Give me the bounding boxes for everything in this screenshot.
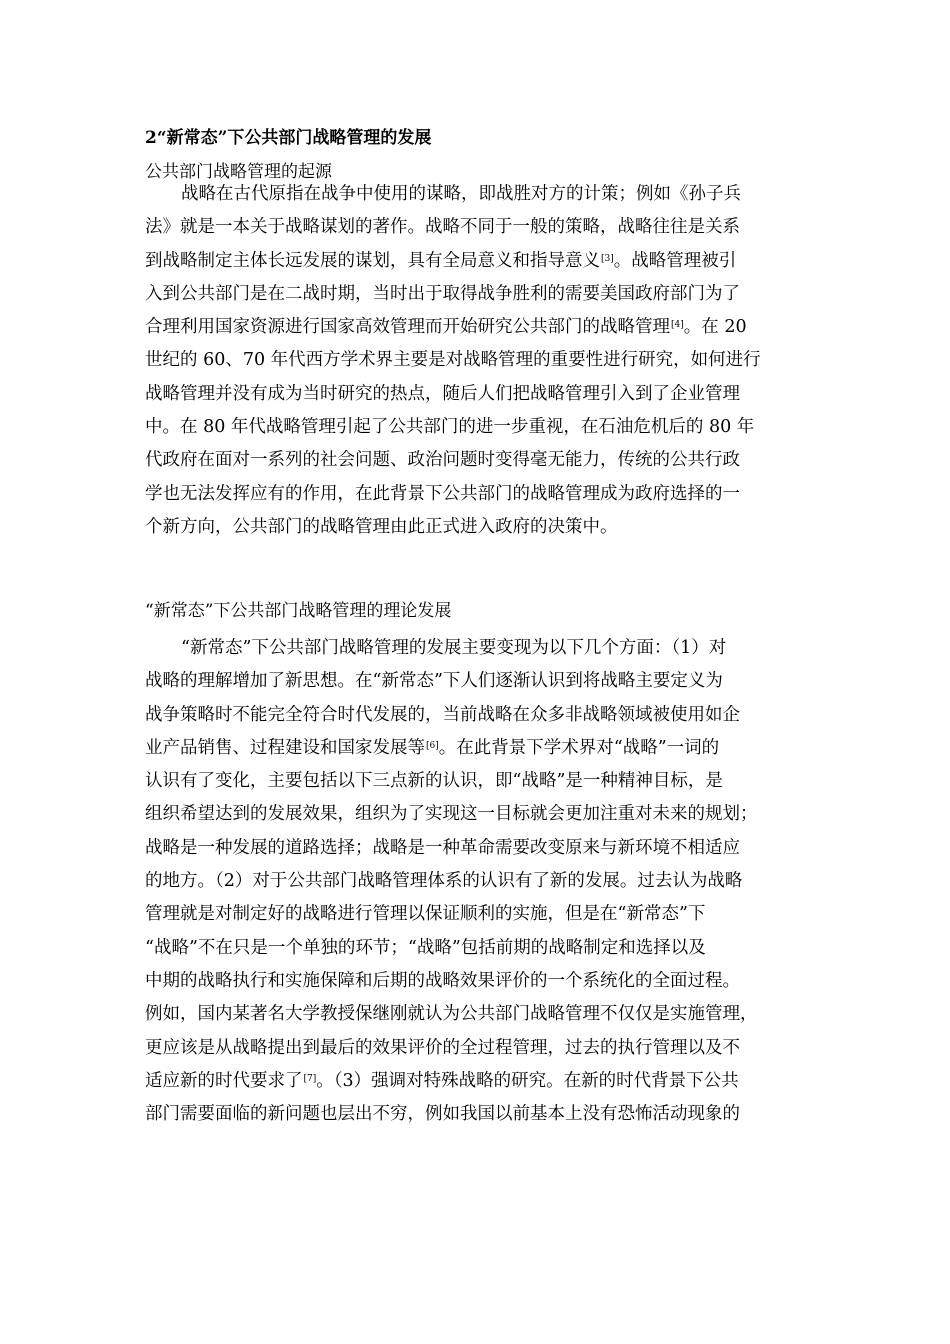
paragraph-line: 个新方向，公共部门的战略管理由此正式进入政府的决策中。	[145, 516, 618, 537]
paragraph-line: 更应该是从战略提出到最后的效果评价的全过程管理，过去的执行管理以及不	[145, 1037, 740, 1058]
paragraph-text: 。在此背景下学术界对“战略”一词的	[438, 737, 720, 758]
paragraph-line: 战略在古代原指在战争中使用的谋略，即战胜对方的计策；例如《孙子兵	[181, 184, 741, 204]
paragraph-text: 到战略制定主体长远发展的谋划，具有全局意义和指导意义	[145, 250, 600, 271]
paragraph-line	[145, 1065, 806, 1098]
paragraph-text: 。在 20	[683, 317, 747, 338]
paragraph-text: 。（3）强调对特殊战略的研究。在新的时代背景下公共	[316, 1070, 739, 1091]
paragraph-line: 代政府在面对一系列的社会问题、政治问题时变得毫无能力，传统的公共行政	[145, 450, 740, 471]
paragraph-line: 法》就是一本关于战略谋划的著作。战略不同于一般的策略，战略往往是关系	[145, 217, 740, 238]
paragraph-line: “新常态”下公共部门战略管理的发展主要变现为以下几个方面：（1）对	[181, 638, 727, 658]
paragraph-text: 。战略管理被引	[613, 250, 737, 271]
paragraph-line: 例如，国内某著名大学教授保继刚就认为公共部门战略管理不仅仅是实施管理，	[145, 1004, 758, 1025]
paragraph-text: 业产品销售、过程建设和国家发展等	[145, 737, 425, 758]
paragraph-text: 适应新的时代要求了	[145, 1070, 303, 1091]
subsection-title-theory: “新常态”下公共部门战略管理的理论发展	[145, 601, 452, 621]
citation-marker: [6]	[426, 740, 439, 751]
paragraph-line	[145, 245, 806, 278]
paragraph-text: 合理利用国家资源进行国家高效管理而开始研究公共部门的战略管理	[145, 317, 670, 338]
paragraph-line: 战略是一种发展的道路选择；战略是一种革命需要改变原来与新环境不相适应	[145, 837, 740, 858]
paragraph-line: 部门需要面临的新问题也层出不穷，例如我国以前基本上没有恐怖活动现象的	[145, 1104, 740, 1125]
section-heading: 2“新常态”下公共部门战略管理的发展	[145, 128, 432, 148]
paragraph-theory	[145, 632, 806, 1232]
paragraph-line: 认识有了变化，主要包括以下三点新的认识，即“战略”是一种精神目标，是	[145, 771, 723, 792]
paragraph-line: 入到公共部门是在二战时期，当时出于取得战争胜利的需要美国政府部门为了	[145, 283, 740, 304]
paragraph-line: 战略的理解增加了新思想。在“新常态”下人们逐渐认识到将战略主要定义为	[145, 671, 723, 692]
paragraph-line: 组织希望达到的发展效果，组织为了实现这一目标就会更加注重对未来的规划；	[145, 804, 758, 825]
citation-marker: [3]	[601, 253, 614, 264]
citation-marker: [4]	[671, 320, 684, 331]
paragraph-line: 世纪的 60、70 年代西方学术界主要是对战略管理的重要性进行研究，如何进行	[145, 350, 761, 371]
paragraph-line: 战争策略时不能完全符合时代发展的，当前战略在众多非战略领域被使用如企	[145, 704, 740, 725]
paragraph-line	[145, 732, 806, 765]
paragraph-line: “战略”不在只是一个单独的环节；“战略”包括前期的战略制定和选择以及	[145, 937, 706, 958]
paragraph-line: 学也无法发挥应有的作用，在此背景下公共部门的战略管理成为政府选择的一	[145, 483, 740, 504]
paragraph-line: 战略管理并没有成为当时研究的热点，随后人们把战略管理引入到了企业管理	[145, 383, 740, 404]
paragraph-origin	[145, 178, 806, 608]
paragraph-line: 管理就是对制定好的战略进行管理以保证顺利的实施，但是在“新常态”下	[145, 904, 706, 925]
paragraph-line	[145, 311, 806, 344]
paragraph-line: 的地方。（2）对于公共部门战略管理体系的认识有了新的发展。过去认为战略	[145, 871, 743, 892]
paragraph-line: 中。在 80 年代战略管理引起了公共部门的进一步重视，在石油危机后的 80 年	[145, 417, 755, 438]
subsection-title-origin: 公共部门战略管理的起源	[145, 162, 332, 182]
citation-marker: [7]	[303, 1073, 317, 1084]
paragraph-line: 中期的战略执行和实施保障和后期的战略效果评价的一个系统化的全面过程。	[145, 970, 740, 991]
